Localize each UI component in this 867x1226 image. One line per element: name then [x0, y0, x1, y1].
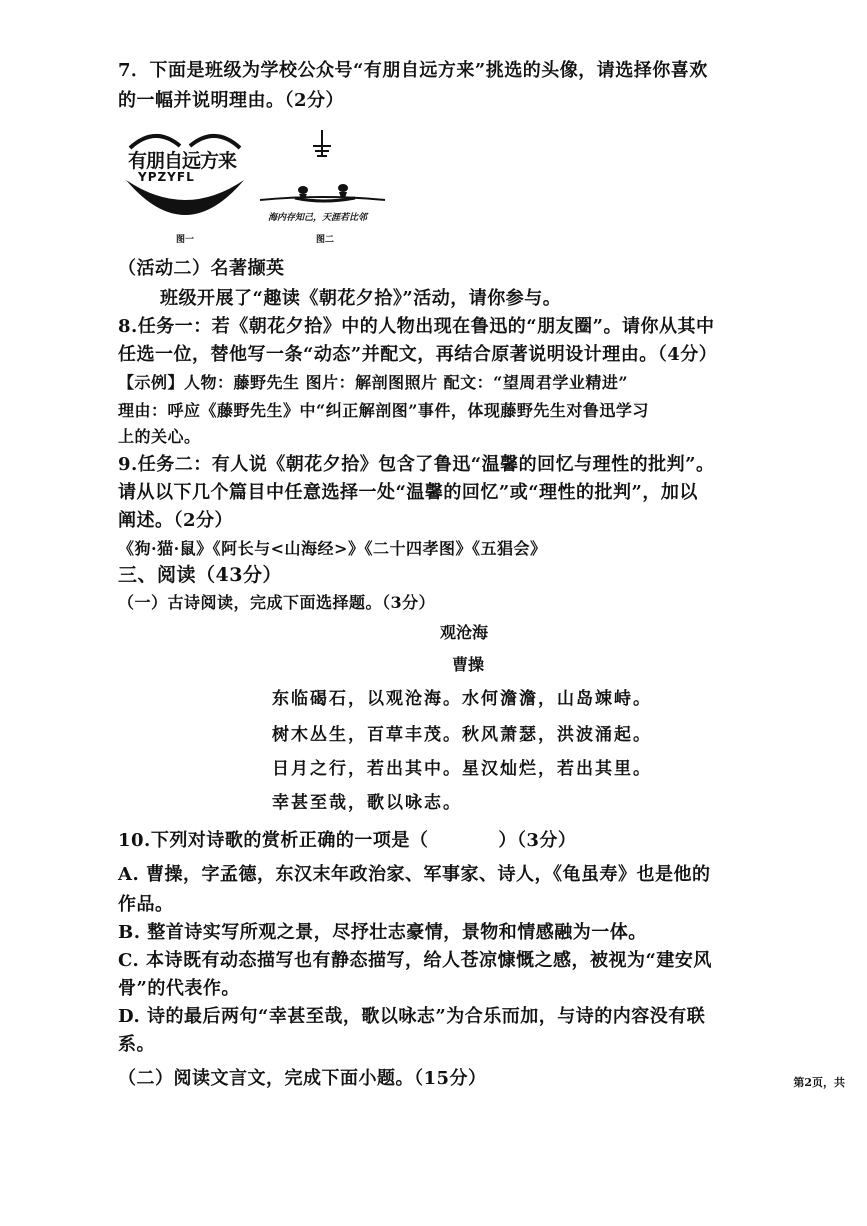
q9-line3: 阐述。（2分）	[118, 510, 234, 531]
q8-example3: 上的关心。	[118, 427, 201, 446]
q9-line2: 请从以下几个篇目中任意选择一处“温馨的回忆”或“理性的批判”，加以	[118, 482, 698, 503]
logo1-text: 有朋自远方来	[128, 150, 237, 172]
q7-line1: 7．下面是班级为学校公众号“有朋自远方来”挑选的头像，请选择你喜欢	[118, 60, 708, 81]
q10-stem	[118, 828, 576, 854]
caption-figure2: 图二	[316, 235, 335, 245]
part2-title: （二）阅读文言文，完成下面小题。（15分）	[118, 1068, 487, 1089]
q8-example1: 【示例】人物：藤野先生 图片：解剖图照片 配文：“望周君学业精进”	[118, 373, 629, 392]
q10-option-a-line1: A. 曹操，字孟德，东汉末年政治家、军事家、诗人，《龟虽寿》也是他的	[118, 864, 711, 885]
poem-title: 观沧海	[440, 623, 489, 642]
logo1-abbr: YPZYFL	[138, 170, 195, 184]
poem-line: 树木丛生，百草丰茂。秋风萧瑟，洪波涌起。	[272, 725, 652, 745]
q10-option-c-line1: C. 本诗既有动态描写也有静态描写，给人苍凉慷慨之感，被视为“建安风	[118, 950, 712, 971]
q10-option-a-line2: 作品。	[118, 894, 174, 915]
q10-stem-a: 10.下列对诗歌的赏析正确的一项是（	[118, 830, 429, 851]
q7-line2: 的一幅并说明理由。（2分）	[118, 90, 345, 111]
q10-option-b: B. 整首诗实写所观之景，尽抒壮志豪情，景物和情感融为一体。	[118, 922, 647, 943]
poem-author: 曹操	[452, 655, 485, 674]
q8-line2: 任选一位，替他写一条“动态”并配文，再结合原著说明设计理由。（4分）	[118, 344, 718, 365]
q9-line1: 9.任务二：有人说《朝花夕拾》包含了鲁迅“温馨的回忆与理性的批判”。	[118, 454, 715, 475]
poem-line: 幸甚至哉，歌以咏志。	[272, 793, 462, 813]
q10-option-d-line2: 系。	[118, 1034, 155, 1055]
logo2-pagoda-boat-icon	[255, 128, 390, 218]
section3-title: 三、阅读（43分）	[118, 564, 282, 586]
caption-figure1: 图一	[176, 235, 195, 245]
poem-line: 东临碣石，以观沧海。水何澹澹，山岛竦峙。	[272, 689, 652, 709]
q8-example2: 理由：呼应《藤野先生》中“纠正解剖图”事件，体现藤野先生对鲁迅学习	[118, 401, 649, 420]
activity2-title: （活动二）名著撷英	[118, 258, 285, 279]
q10-option-d-line1: D. 诗的最后两句“幸甚至哉，歌以咏志”为合乐而加，与诗的内容没有联	[118, 1006, 706, 1027]
logo2-text: 海内存知己，天涯若比邻	[268, 213, 368, 223]
q9-titles: 《狗·猫·鼠》《阿长与<山海经>》《二十四孝图》《五猖会》	[118, 539, 547, 558]
q10-stem-b: ）（3分）	[498, 830, 577, 851]
poem-line: 日月之行，若出其中。星汉灿烂，若出其里。	[272, 759, 652, 779]
q10-option-c-line2: 骨”的代表作。	[118, 978, 240, 999]
q8-line1: 8.任务一：若《朝花夕拾》中的人物出现在鲁迅的“朋友圈”。请你从其中	[118, 316, 715, 337]
activity2-intro: 班级开展了“趣读《朝花夕拾》”活动，请你参与。	[160, 288, 562, 309]
page-footer: 第2页，共	[793, 1076, 845, 1089]
section3-part1: （一）古诗阅读，完成下面选择题。（3分）	[118, 593, 436, 612]
